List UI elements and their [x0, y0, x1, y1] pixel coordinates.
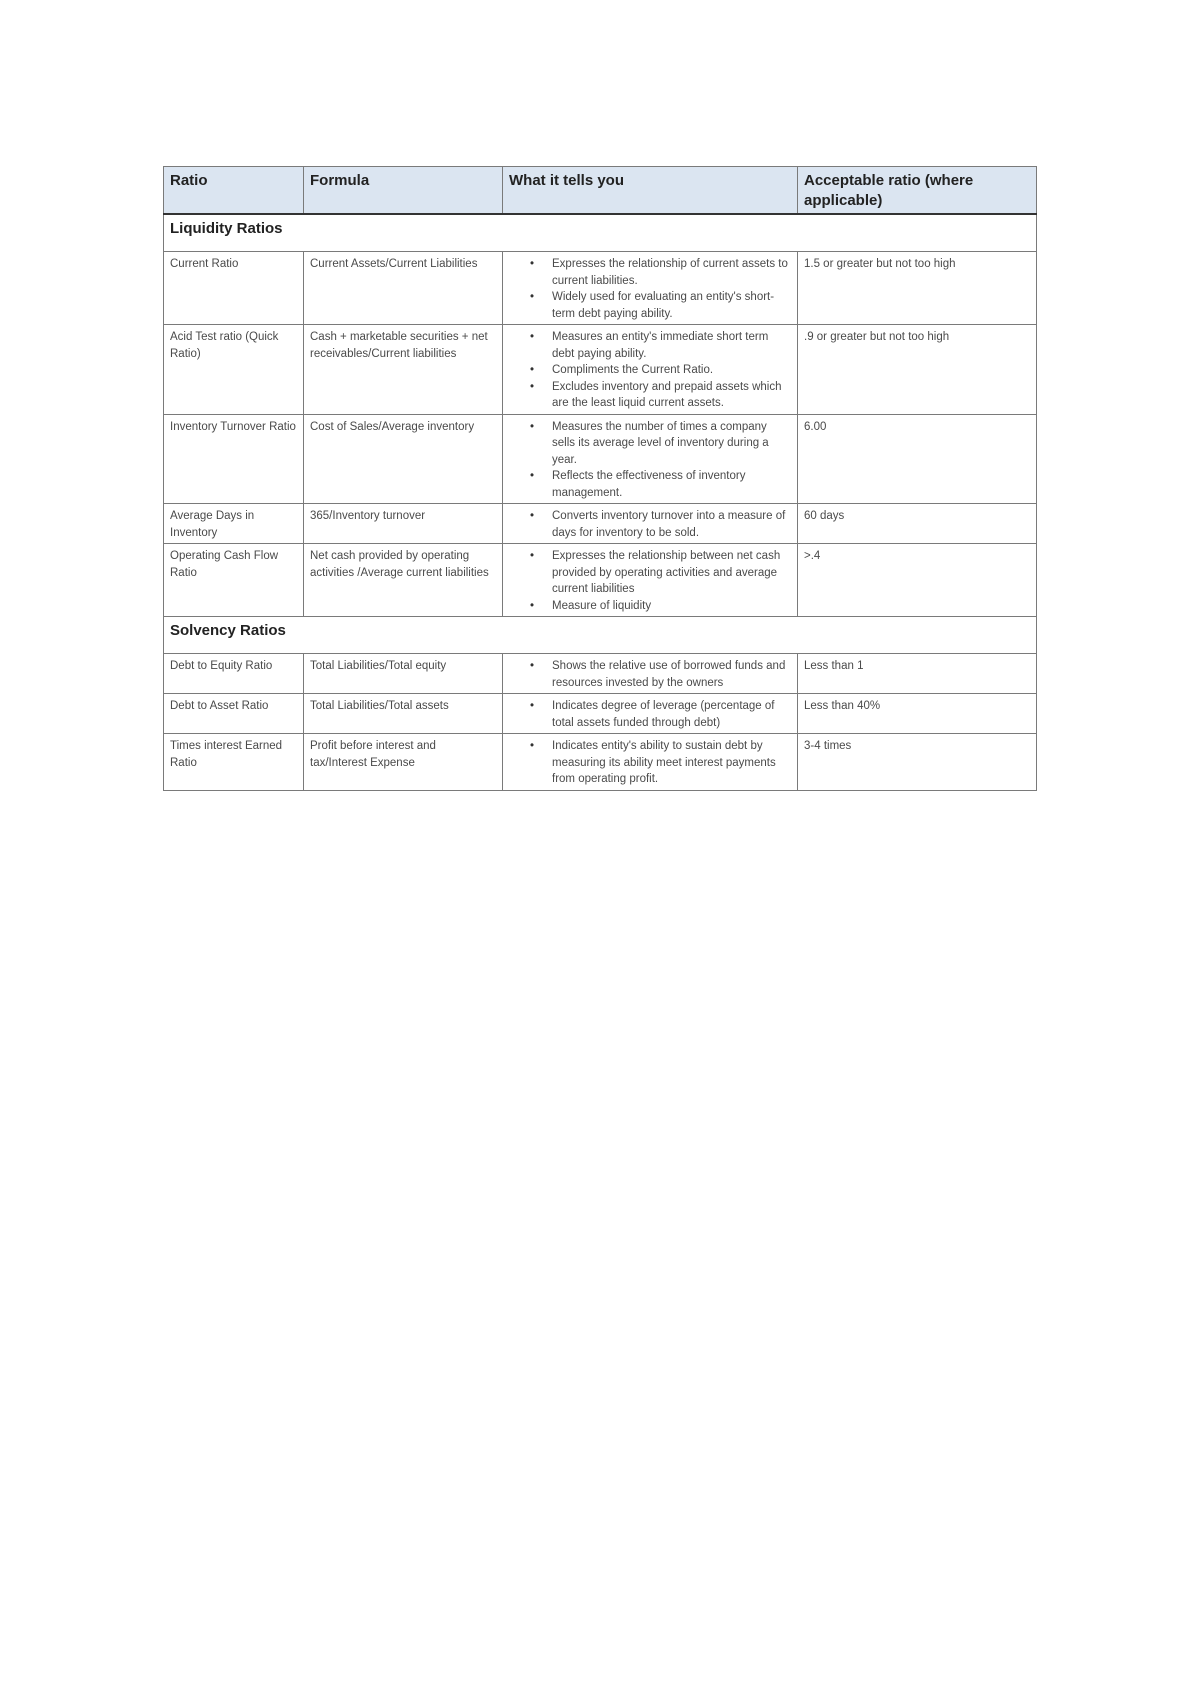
table-row	[164, 325, 1037, 415]
header-ratio: Ratio	[164, 167, 304, 215]
table-row	[164, 414, 1037, 504]
formula-cell: 365/Inventory turnover	[304, 504, 503, 544]
description-bullet-item: • Expresses the relationship between net cash provided by operating activities and average current liabilities	[530, 548, 791, 598]
formula-cell: Cash + marketable securities + net receivables/Current liabilities	[304, 325, 503, 415]
description-bullet-item: • Indicates entity's ability to sustain debt by measuring its ability meet interest payments from operating profit.	[530, 738, 791, 788]
description-cell	[503, 654, 798, 694]
formula-cell: Current Assets/Current Liabilities	[304, 252, 503, 325]
table-row	[164, 694, 1037, 734]
description-bullet-item: • Shows the relative use of borrowed funds and resources invested by the owners	[530, 658, 791, 691]
ratio-name-cell: Inventory Turnover Ratio	[164, 414, 304, 504]
description-cell	[503, 734, 798, 791]
header-acceptable-ratio: Acceptable ratio (where applicable)	[798, 167, 1037, 215]
description-bullet-item: • Widely used for evaluating an entity's short-term debt paying ability.	[530, 289, 791, 322]
description-bullet-list	[509, 329, 791, 412]
table-row	[164, 504, 1037, 544]
description-cell	[503, 694, 798, 734]
section-row	[164, 617, 1037, 654]
acceptable-ratio-cell: 3-4 times	[798, 734, 1037, 791]
header-what-it-tells-you: What it tells you	[503, 167, 798, 215]
acceptable-ratio-cell: 1.5 or greater but not too high	[798, 252, 1037, 325]
formula-cell: Cost of Sales/Average inventory	[304, 414, 503, 504]
section-row	[164, 214, 1037, 252]
ratio-name-cell: Acid Test ratio (Quick Ratio)	[164, 325, 304, 415]
description-bullet-item: • Compliments the Current Ratio.	[530, 362, 791, 379]
section-title: Liquidity Ratios	[164, 214, 1037, 252]
table-body	[164, 214, 1037, 790]
description-cell	[503, 414, 798, 504]
description-bullet-list	[509, 256, 791, 322]
acceptable-ratio-cell: Less than 40%	[798, 694, 1037, 734]
acceptable-ratio-cell: .9 or greater but not too high	[798, 325, 1037, 415]
table-row	[164, 654, 1037, 694]
financial-ratios-table	[163, 166, 1037, 791]
acceptable-ratio-cell: >.4	[798, 544, 1037, 617]
formula-cell: Total Liabilities/Total equity	[304, 654, 503, 694]
description-bullet-list	[509, 738, 791, 788]
ratio-name-cell: Debt to Asset Ratio	[164, 694, 304, 734]
ratio-name-cell: Times interest Earned Ratio	[164, 734, 304, 791]
ratio-name-cell: Operating Cash Flow Ratio	[164, 544, 304, 617]
description-cell	[503, 252, 798, 325]
description-bullet-item: • Excludes inventory and prepaid assets which are the least liquid current assets.	[530, 379, 791, 412]
description-bullet-list	[509, 508, 791, 541]
ratio-name-cell: Average Days in Inventory	[164, 504, 304, 544]
acceptable-ratio-cell: Less than 1	[798, 654, 1037, 694]
section-title: Solvency Ratios	[164, 617, 1037, 654]
header-formula: Formula	[304, 167, 503, 215]
description-bullet-item: • Converts inventory turnover into a measure of days for inventory to be sold.	[530, 508, 791, 541]
description-cell	[503, 544, 798, 617]
description-bullet-item: • Indicates degree of leverage (percentage of total assets funded through debt)	[530, 698, 791, 731]
ratio-name-cell: Current Ratio	[164, 252, 304, 325]
acceptable-ratio-cell: 6.00	[798, 414, 1037, 504]
table-row	[164, 734, 1037, 791]
formula-cell: Total Liabilities/Total assets	[304, 694, 503, 734]
description-bullet-list	[509, 658, 791, 691]
description-cell	[503, 325, 798, 415]
formula-cell: Profit before interest and tax/Interest Expense	[304, 734, 503, 791]
description-bullet-item: • Expresses the relationship of current assets to current liabilities.	[530, 256, 791, 289]
description-bullet-item: • Reflects the effectiveness of inventory management.	[530, 468, 791, 501]
description-bullet-list	[509, 698, 791, 731]
header-row	[164, 167, 1037, 215]
description-bullet-item: • Measures the number of times a company sells its average level of inventory during a year.	[530, 419, 791, 469]
description-bullet-list	[509, 419, 791, 502]
table-header	[164, 167, 1037, 215]
acceptable-ratio-cell: 60 days	[798, 504, 1037, 544]
formula-cell: Net cash provided by operating activities /Average current liabilities	[304, 544, 503, 617]
ratio-name-cell: Debt to Equity Ratio	[164, 654, 304, 694]
description-bullet-list	[509, 548, 791, 614]
description-cell	[503, 504, 798, 544]
description-bullet-item: • Measures an entity's immediate short term debt paying ability.	[530, 329, 791, 362]
description-bullet-item: • Measure of liquidity	[530, 598, 791, 615]
table-row	[164, 252, 1037, 325]
table-row	[164, 544, 1037, 617]
